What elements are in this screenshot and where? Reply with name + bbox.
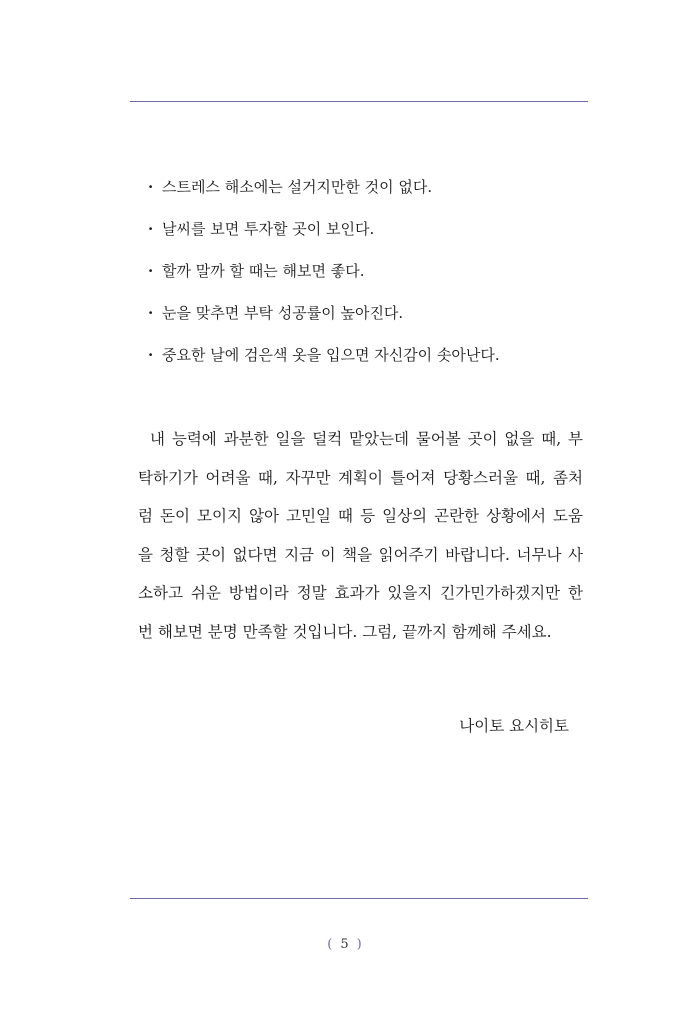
page-number-value: 5: [340, 937, 349, 952]
list-item-text: 눈을 맞추면 부탁 성공률이 높아진다.: [162, 304, 404, 322]
list-item-text: 중요한 날에 검은색 옷을 입으면 자신감이 솟아난다.: [162, 346, 500, 364]
list-item-text: 스트레스 해소에는 설거지만한 것이 없다.: [162, 178, 433, 196]
paragraph-line: 소하고 쉬운 방법이라 정말 효과가 있을지 긴가민가하겠지만 한: [138, 584, 583, 602]
paragraph-line: 내 능력에 과분한 일을 덜컥 맡았는데 물어볼 곳이 없을 때, 부: [150, 430, 583, 448]
list-item-text: 날씨를 보면 투자할 곳이 보인다.: [162, 220, 375, 238]
paragraph-line: 을 청할 곳이 없다면 지금 이 책을 읽어주기 바랍니다. 너무나 사: [138, 545, 583, 564]
paragraph-line: 탁하기가 어려울 때, 자꾸만 계획이 틀어져 당황스러울 때, 좀처: [138, 468, 583, 487]
paragraph-line: 번 해보면 분명 만족할 것입니다. 그럼, 끝까지 함께해 주세요.: [138, 622, 552, 641]
list-item: [148, 218, 500, 260]
author-signature: 나이토 요시히토: [459, 717, 569, 735]
bullet-marker: ·: [148, 262, 154, 280]
list-item: [148, 176, 500, 218]
tips-list: [148, 176, 500, 386]
page-number: [0, 936, 689, 954]
list-item-text: 할까 말까 할 때는 해보면 좋다.: [162, 262, 365, 280]
paragraph-line: 럼 돈이 모이지 않아 고민일 때 등 일상의 곤란한 상황에서 도움: [138, 507, 583, 525]
bullet-marker: ·: [148, 346, 154, 364]
list-item: [148, 344, 500, 386]
preface-paragraph: [138, 424, 583, 655]
bullet-marker: ·: [148, 178, 154, 196]
page-number-close-paren: ): [356, 937, 362, 952]
list-item: [148, 260, 500, 302]
bullet-marker: ·: [148, 220, 154, 238]
bullet-marker: ·: [148, 304, 154, 322]
top-divider: [130, 101, 588, 102]
list-item: [148, 302, 500, 344]
page-number-open-paren: (: [327, 937, 333, 952]
bottom-divider: [130, 898, 588, 899]
